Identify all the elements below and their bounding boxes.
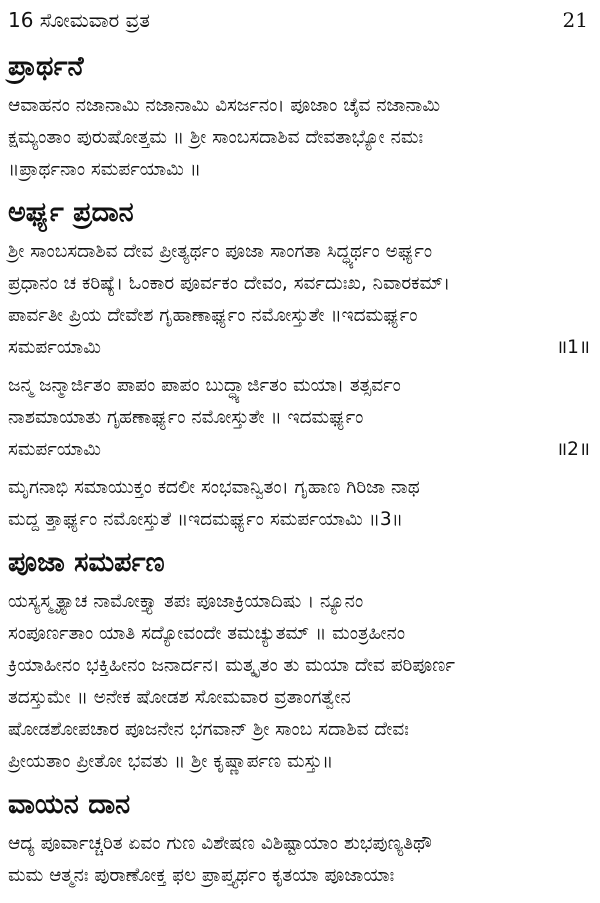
page-number: 21 <box>562 8 588 32</box>
text-line: ನಾಶಮಾಯಾತು ಗೃಹಣಾರ್ಘ್ಯಂ ನಮೋಸ್ತುತೇ ॥ ಇದಮರ್ಘ್ಯಂ <box>8 407 364 428</box>
text-line: ಮಮ ಆತ್ಮನಃ ಪುರಾಣೋಕ್ತ ಫಲ ಪ್ರಾಪ್ತ್ಯರ್ಥಂ ಕೃತಯಾ ಪೂಜಾಯಾಃ <box>8 865 395 886</box>
text-line: ಪಾರ್ವತೀ ಪ್ರಿಯ ದೇವೇಶ ಗೃಹಾಣಾರ್ಘ್ಯಂ ನಮೋಸ್ತುತೇ ॥ಇದಮರ್ಘ್ಯಂ <box>8 305 418 326</box>
text-line: ಶ್ರೀ ಸಾಂಬಸದಾಶಿವ ದೇವ ಪ್ರೀತ್ಯರ್ಥಂ ಪೂಜಾ ಸಾಂಗತಾ ಸಿದ್ಧ್ಯರ್ಥಂ ಅರ್ಘ್ಯಂ <box>8 241 433 262</box>
section-prarthane <box>8 48 590 186</box>
verse-number: ॥2॥ <box>556 439 590 460</box>
section-heading: ಅರ್ಘ್ಯ ಪ್ರದಾನ <box>8 197 134 228</box>
text-line: ಕ್ರಿಯಾಹೀನಂ ಭಕ್ತಿಹೀನಂ ಜನಾರ್ದನ। ಮತ್ಕೃತಂ ತು ಮಯಾ ದೇವ ಪರಿಪೂರ್ಣ <box>8 655 455 676</box>
section-arghya-pradana <box>8 194 590 536</box>
text-line: ಮೃಗನಾಭಿ ಸಮಾಯುಕ್ತಂ ಕದಲೀ ಸಂಭವಾನ್ವಿತಂ। ಗೃಹಾಣ ಗಿರಿಜಾ ನಾಥ <box>8 477 420 498</box>
running-title: 16 ಸೋಮವಾರ ವ್ರತ <box>8 8 150 32</box>
text-line: ಜನ್ಮ ಜನ್ಮಾರ್ಜಿತಂ ಪಾಪಂ ಪಾಪಂ ಬುದ್ಧ್ಯಾರ್ಜಿತಂ ಮಯಾ। ತತ್ಸರ್ವಂ <box>8 375 401 396</box>
text-line: ಆವಾಹನಂ ನಜಾನಾಮಿ ನಜಾನಾಮಿ ವಿಸರ್ಜನಂ। ಪೂಜಾಂ ಚೈವ ನಜಾನಾಮಿ <box>8 95 440 116</box>
verse-end-text: ಸಮರ್ಪಯಾಮಿ <box>8 439 101 460</box>
page-header <box>8 2 588 38</box>
section-heading: ವಾಯನ ದಾನ <box>8 789 131 820</box>
verse-end-text: ಸಮರ್ಪಯಾಮಿ <box>8 337 101 358</box>
section-heading: ಪ್ರಾರ್ಥನೆ <box>8 51 84 82</box>
text-line: ಆದ್ಯ ಪೂರ್ವಾಚ್ಚರಿತ ಏವಂ ಗುಣ ವಿಶೇಷಣ ವಿಶಿಷ್ಟಾಯಾಂ ಶುಭಪುಣ್ಯತಿಥೌ <box>8 833 432 854</box>
text-line: ಯಸ್ಯಸ್ಮೃತ್ಯಾಚ ನಾಮೋಕ್ತ್ಯಾ ತಪಃ ಪೂಜಾಕ್ರಿಯಾದಿಷು । ನ್ಯೂನಂ <box>8 591 364 612</box>
verse-number: ॥1॥ <box>556 337 590 358</box>
section-heading: ಪೂಜಾ ಸಮರ್ಪಣ <box>8 547 165 578</box>
verse-end-line <box>8 434 590 466</box>
text-line: ಪ್ರೀಯತಾಂ ಪ್ರೀತೋ ಭವತು ॥ ಶ್ರೀ ಕೃಷ್ಣಾರ್ಪಣ ಮಸ್ತು॥ <box>8 751 334 772</box>
text-line: ತದಸ್ತುಮೇ ॥ ಅನೇಕ ಷೋಡಶ ಸೋಮವಾರ ವ್ರತಾಂಗತ್ವೇನ <box>8 687 351 708</box>
text-line: ಮದ್ದ ತ್ತಾರ್ಘ್ಯಂ ನಮೋಸ್ತುತೆ ॥ಇದಮರ್ಘ್ಯಂ ಸಮರ್ಪಯಾಮಿ ॥3॥ <box>8 509 403 530</box>
page-body <box>8 48 590 892</box>
section-vayana-dana <box>8 786 590 892</box>
section-puja-samarpana <box>8 544 590 778</box>
text-line: ಕ್ಷಮ್ಯಂತಾಂ ಪುರುಷೋತ್ತಮ ॥ ಶ್ರೀ ಸಾಂಬಸದಾಶಿವ ದೇವತಾಭ್ಯೋ ನಮಃ <box>8 127 424 148</box>
text-line: ॥ಪ್ರಾರ್ಥನಾಂ ಸಮರ್ಪಯಾಮಿ ॥ <box>8 159 201 180</box>
verse-end-line <box>8 332 590 364</box>
text-line: ಪ್ರಧಾನಂ ಚ ಕರಿಷ್ಯೆ। ಓಂಕಾರ ಪೂರ್ವಕಂ ದೇವಂ, ಸರ್ವದುಃಖ, ನಿವಾರಕಮ್। <box>8 273 451 294</box>
text-line: ಸಂಪೂರ್ಣತಾಂ ಯಾತಿ ಸದ್ಯೋವಂದೇ ತಮಚ್ಯುತಮ್ ॥ ಮಂತ್ರಹೀನಂ <box>8 623 406 644</box>
text-line: ಷೋಡಶೋಪಚಾರ ಪೂಜನೇನ ಭಗವಾನ್ ಶ್ರೀ ಸಾಂಬ ಸದಾಶಿವ ದೇವಃ <box>8 719 409 740</box>
